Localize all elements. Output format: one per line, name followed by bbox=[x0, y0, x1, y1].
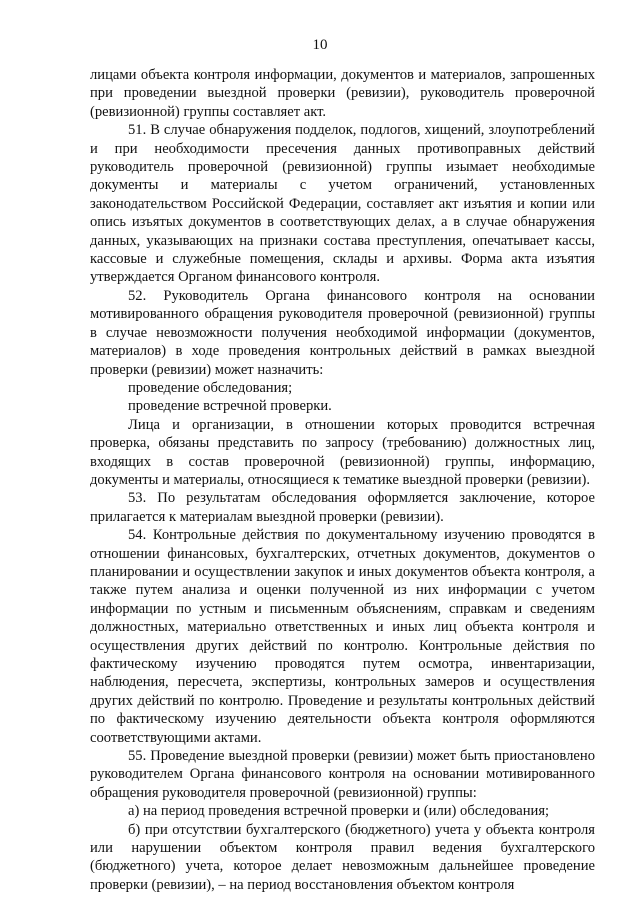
paragraph-53: 53. По результатам обследования оформляется заключение, которое прилагается к материалам выездной проверки (ревизии). bbox=[90, 490, 595, 525]
paragraph-55-item-b: б) при отсутствии бухгалтерского (бюджетного) учета у объекта контроля или нарушении объектом контроля правил ведения бухгалтерского (бюджетного) учета, которое делает невозможным дальнейшее проведение проверки (ревизии), – на период восстановления объектом контроля bbox=[90, 821, 595, 893]
paragraph-52-item-inspection: проведение обследования; bbox=[128, 379, 293, 396]
paragraph-52-item-counter-check: проведение встречной проверки. bbox=[128, 398, 332, 415]
paragraph-54: 54. Контрольные действия по документальному изучению проводятся в отношении финансовых, бухгалтерских, отчетных документов, документов о планировании и осуществлении закупок и иных документов объекта контроля, а также путем анализа и оценки полученной из них информации с учетом информации по устным и письменным объяснениям, справкам и сведениям должностных, материально ответственных и иных лиц объекта контроля и осуществления других действий по контролю. Контрольные действия по фактическому изучению проводятся путем осмотра, инвентаризации, наблюдения, пересчета, экспертизы, контрольных замеров и осуществления других действий по контролю. Проведение и результаты контрольных действий по фактическому изучению деятельности объекта контроля оформляются соответствующими актами. bbox=[90, 527, 595, 746]
document-text bbox=[90, 66, 595, 894]
paragraph-55-item-a: а) на период проведения встречной проверки и (или) обследования; bbox=[128, 803, 550, 820]
paragraph-continuation: лицами объекта контроля информации, документов и материалов, запрошенных при проведении выездной проверки (ревизии), руководитель проверочной (ревизионной) группы составляет акт. bbox=[90, 67, 595, 120]
paragraph-51: 51. В случае обнаружения подделок, подлогов, хищений, злоупотреблений и при необходимости пресечения данных противоправных действий руководитель проверочной (ревизионной) группы изымает необходимые документы и материалы с учетом ограничений, установленных законодательством Российской Федерации, составляет акт изъятия и копии или опись изъятых документов в соответствующих делах, а в случае обнаружения данных, указывающих на признаки состава преступления, опечатывает кассы, кассовые и служебные помещения, склады и архивы. Форма акта изъятия утверждается Органом финансового контроля. bbox=[90, 122, 595, 286]
paragraph-55: 55. Проведение выездной проверки (ревизии) может быть приостановлено руководителем Органа финансового контроля на основании мотивированного обращения руководителя проверочной (ревизионной) группы: bbox=[90, 748, 595, 801]
paragraph-52: 52. Руководитель Органа финансового контроля на основании мотивированного обращения руководителя проверочной (ревизионной) группы в случае невозможности получения необходимой информации (документов, материалов) в ходе проведения контрольных действий в рамках выездной проверки (ревизии) может назначить: bbox=[90, 287, 595, 378]
paragraph-52-persons: Лица и организации, в отношении которых проводится встречная проверка, обязаны представить по запросу (требованию) должностных лиц, входящих в состав проверочной (ревизионной) группы, информацию, документы и материалы, относящиеся к тематике выездной проверки (ревизии). bbox=[90, 416, 595, 488]
page-number: 10 bbox=[312, 37, 328, 53]
